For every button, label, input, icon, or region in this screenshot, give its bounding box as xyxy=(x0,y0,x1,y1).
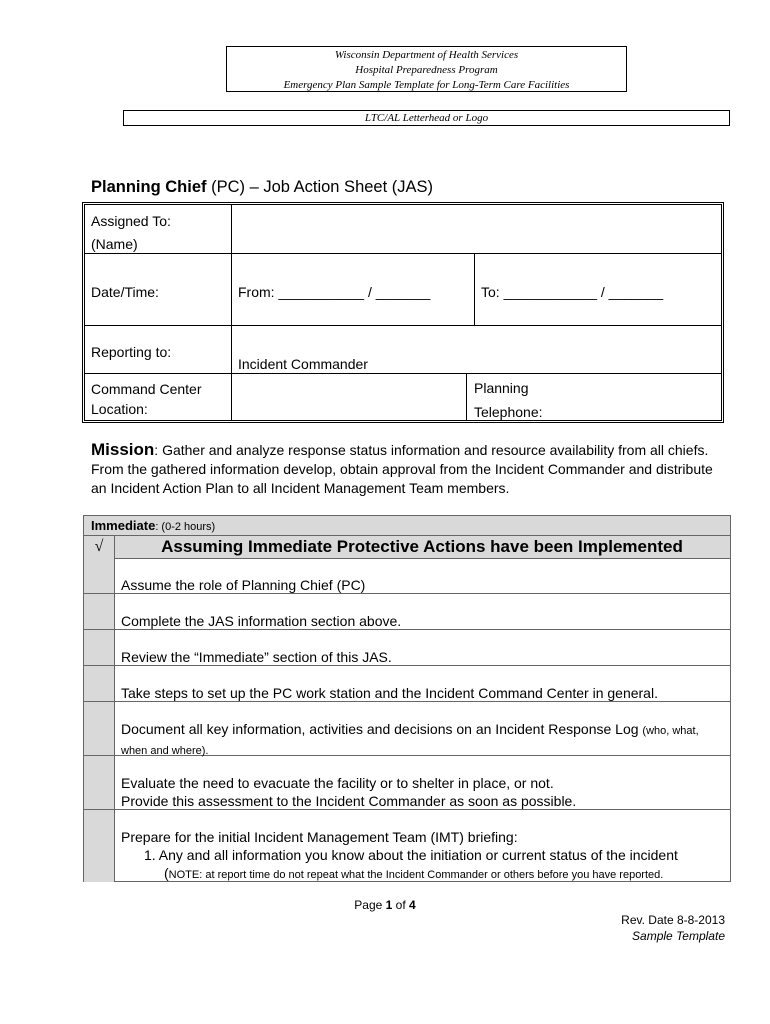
task-checkbox[interactable] xyxy=(84,756,115,809)
ccl-label-line2: Location: xyxy=(91,401,148,417)
mission-label: Mission xyxy=(91,440,155,459)
immediate-hours: : (0-2 hours) xyxy=(155,521,216,533)
table-row xyxy=(84,702,730,756)
info-col-divider xyxy=(474,253,475,325)
task-checkbox[interactable] xyxy=(84,594,115,629)
letterhead-box xyxy=(123,110,730,126)
task-text xyxy=(121,720,724,760)
task-text-line2: Provide this assessment to the Incident Commander as soon as possible. xyxy=(121,793,577,809)
task-note-text: NOTE: at report time do not repeat what the Incident Commander or others before you have reported. xyxy=(168,869,664,881)
ccl-label-line1: Command Center xyxy=(91,381,202,397)
mission-statement xyxy=(91,440,721,498)
revision-date: Rev. Date 8-8-2013 xyxy=(621,913,725,927)
task-text: Review the “Immediate” section of this JAS. xyxy=(121,649,392,665)
page-current: 1 xyxy=(385,898,393,912)
sample-template-label: Sample Template xyxy=(632,929,725,943)
table-row xyxy=(84,558,730,594)
mission-text: : Gather and analyze response status information and resource availability from all chiefs. From the gathered information develop, obtain approval from the Incident Commander and distribute an Incident Action Plan to all Incident Management Team members. xyxy=(91,442,713,496)
table-row xyxy=(84,666,730,702)
header-line-3: Emergency Plan Sample Template for Long-Term Care Facilities xyxy=(283,79,570,91)
task-checkbox[interactable] xyxy=(84,810,115,882)
task-text xyxy=(121,828,724,884)
info-col-divider xyxy=(466,373,467,420)
checkmark-icon: √ xyxy=(84,536,115,558)
task-text-small: (who, what, when and where). xyxy=(121,725,699,757)
department-header xyxy=(226,46,627,92)
task-checkbox[interactable] xyxy=(84,630,115,665)
table-row xyxy=(84,810,730,882)
planning-telephone-label xyxy=(474,376,543,424)
task-text xyxy=(121,774,724,810)
task-checkbox[interactable] xyxy=(84,558,115,593)
assigned-label-line2: (Name) xyxy=(91,236,138,252)
task-text: Complete the JAS information section above. xyxy=(121,613,402,629)
task-checkbox[interactable] xyxy=(84,702,115,755)
page-of: of xyxy=(392,898,410,912)
planning-label-line2: Telephone: xyxy=(474,404,543,420)
table-row xyxy=(84,756,730,810)
header-line-2: Hospital Preparedness Program xyxy=(355,64,498,76)
task-text-main: Document all key information, activities and decisions on an Incident Response Log xyxy=(121,721,643,737)
info-row-divider xyxy=(85,325,721,326)
to-field[interactable]: To: ____________ / _______ xyxy=(481,284,664,300)
task-note-paren: ( xyxy=(164,865,169,881)
task-text: Assume the role of Planning Chief (PC) xyxy=(121,577,366,593)
page-total: 4 xyxy=(409,898,416,912)
reporting-to-value: Incident Commander xyxy=(238,356,368,372)
task-text-line1: Prepare for the initial Incident Management Team (IMT) briefing: xyxy=(121,829,518,845)
assigned-to-label xyxy=(91,210,171,256)
title-role: Planning Chief xyxy=(91,178,207,196)
assigned-to-field[interactable] xyxy=(238,210,718,250)
immediate-subtitle: Assuming Immediate Protective Actions have been Implemented xyxy=(161,537,683,556)
immediate-subheader xyxy=(84,536,730,559)
header-line-1: Wisconsin Department of Health Services xyxy=(334,49,519,61)
task-text-line1: Evaluate the need to evacuate the facility or to shelter in place, or not. xyxy=(121,775,554,791)
table-row xyxy=(84,630,730,666)
from-field[interactable]: From: ___________ / _______ xyxy=(238,284,431,300)
immediate-actions-table xyxy=(83,515,731,882)
page-prefix: Page xyxy=(354,898,386,912)
info-row-divider xyxy=(85,373,721,374)
info-col-divider xyxy=(231,205,232,420)
task-text: Take steps to set up the PC work station and the Incident Command Center in general. xyxy=(121,685,658,701)
assigned-label-line1: Assigned To: xyxy=(91,213,171,229)
title-rest: (PC) – Job Action Sheet (JAS) xyxy=(206,178,434,196)
command-center-label xyxy=(91,379,202,419)
letterhead-label: LTC/AL Letterhead or Logo xyxy=(364,112,489,124)
reporting-to-label: Reporting to: xyxy=(91,344,172,360)
page-number xyxy=(0,898,770,912)
task-checkbox[interactable] xyxy=(84,666,115,701)
task-note xyxy=(121,864,724,884)
immediate-header xyxy=(84,516,730,536)
planning-label-line1: Planning xyxy=(474,380,529,396)
command-center-field[interactable] xyxy=(238,377,460,417)
task-numbered-item: 1. Any and all information you know about the initiation or current status of the incident xyxy=(144,847,678,863)
datetime-label: Date/Time: xyxy=(91,284,159,300)
immediate-label: Immediate xyxy=(91,518,156,533)
page-title xyxy=(91,178,433,197)
info-table xyxy=(82,202,724,423)
table-row xyxy=(84,594,730,630)
info-row-divider xyxy=(85,253,721,254)
revision-info xyxy=(621,912,725,944)
